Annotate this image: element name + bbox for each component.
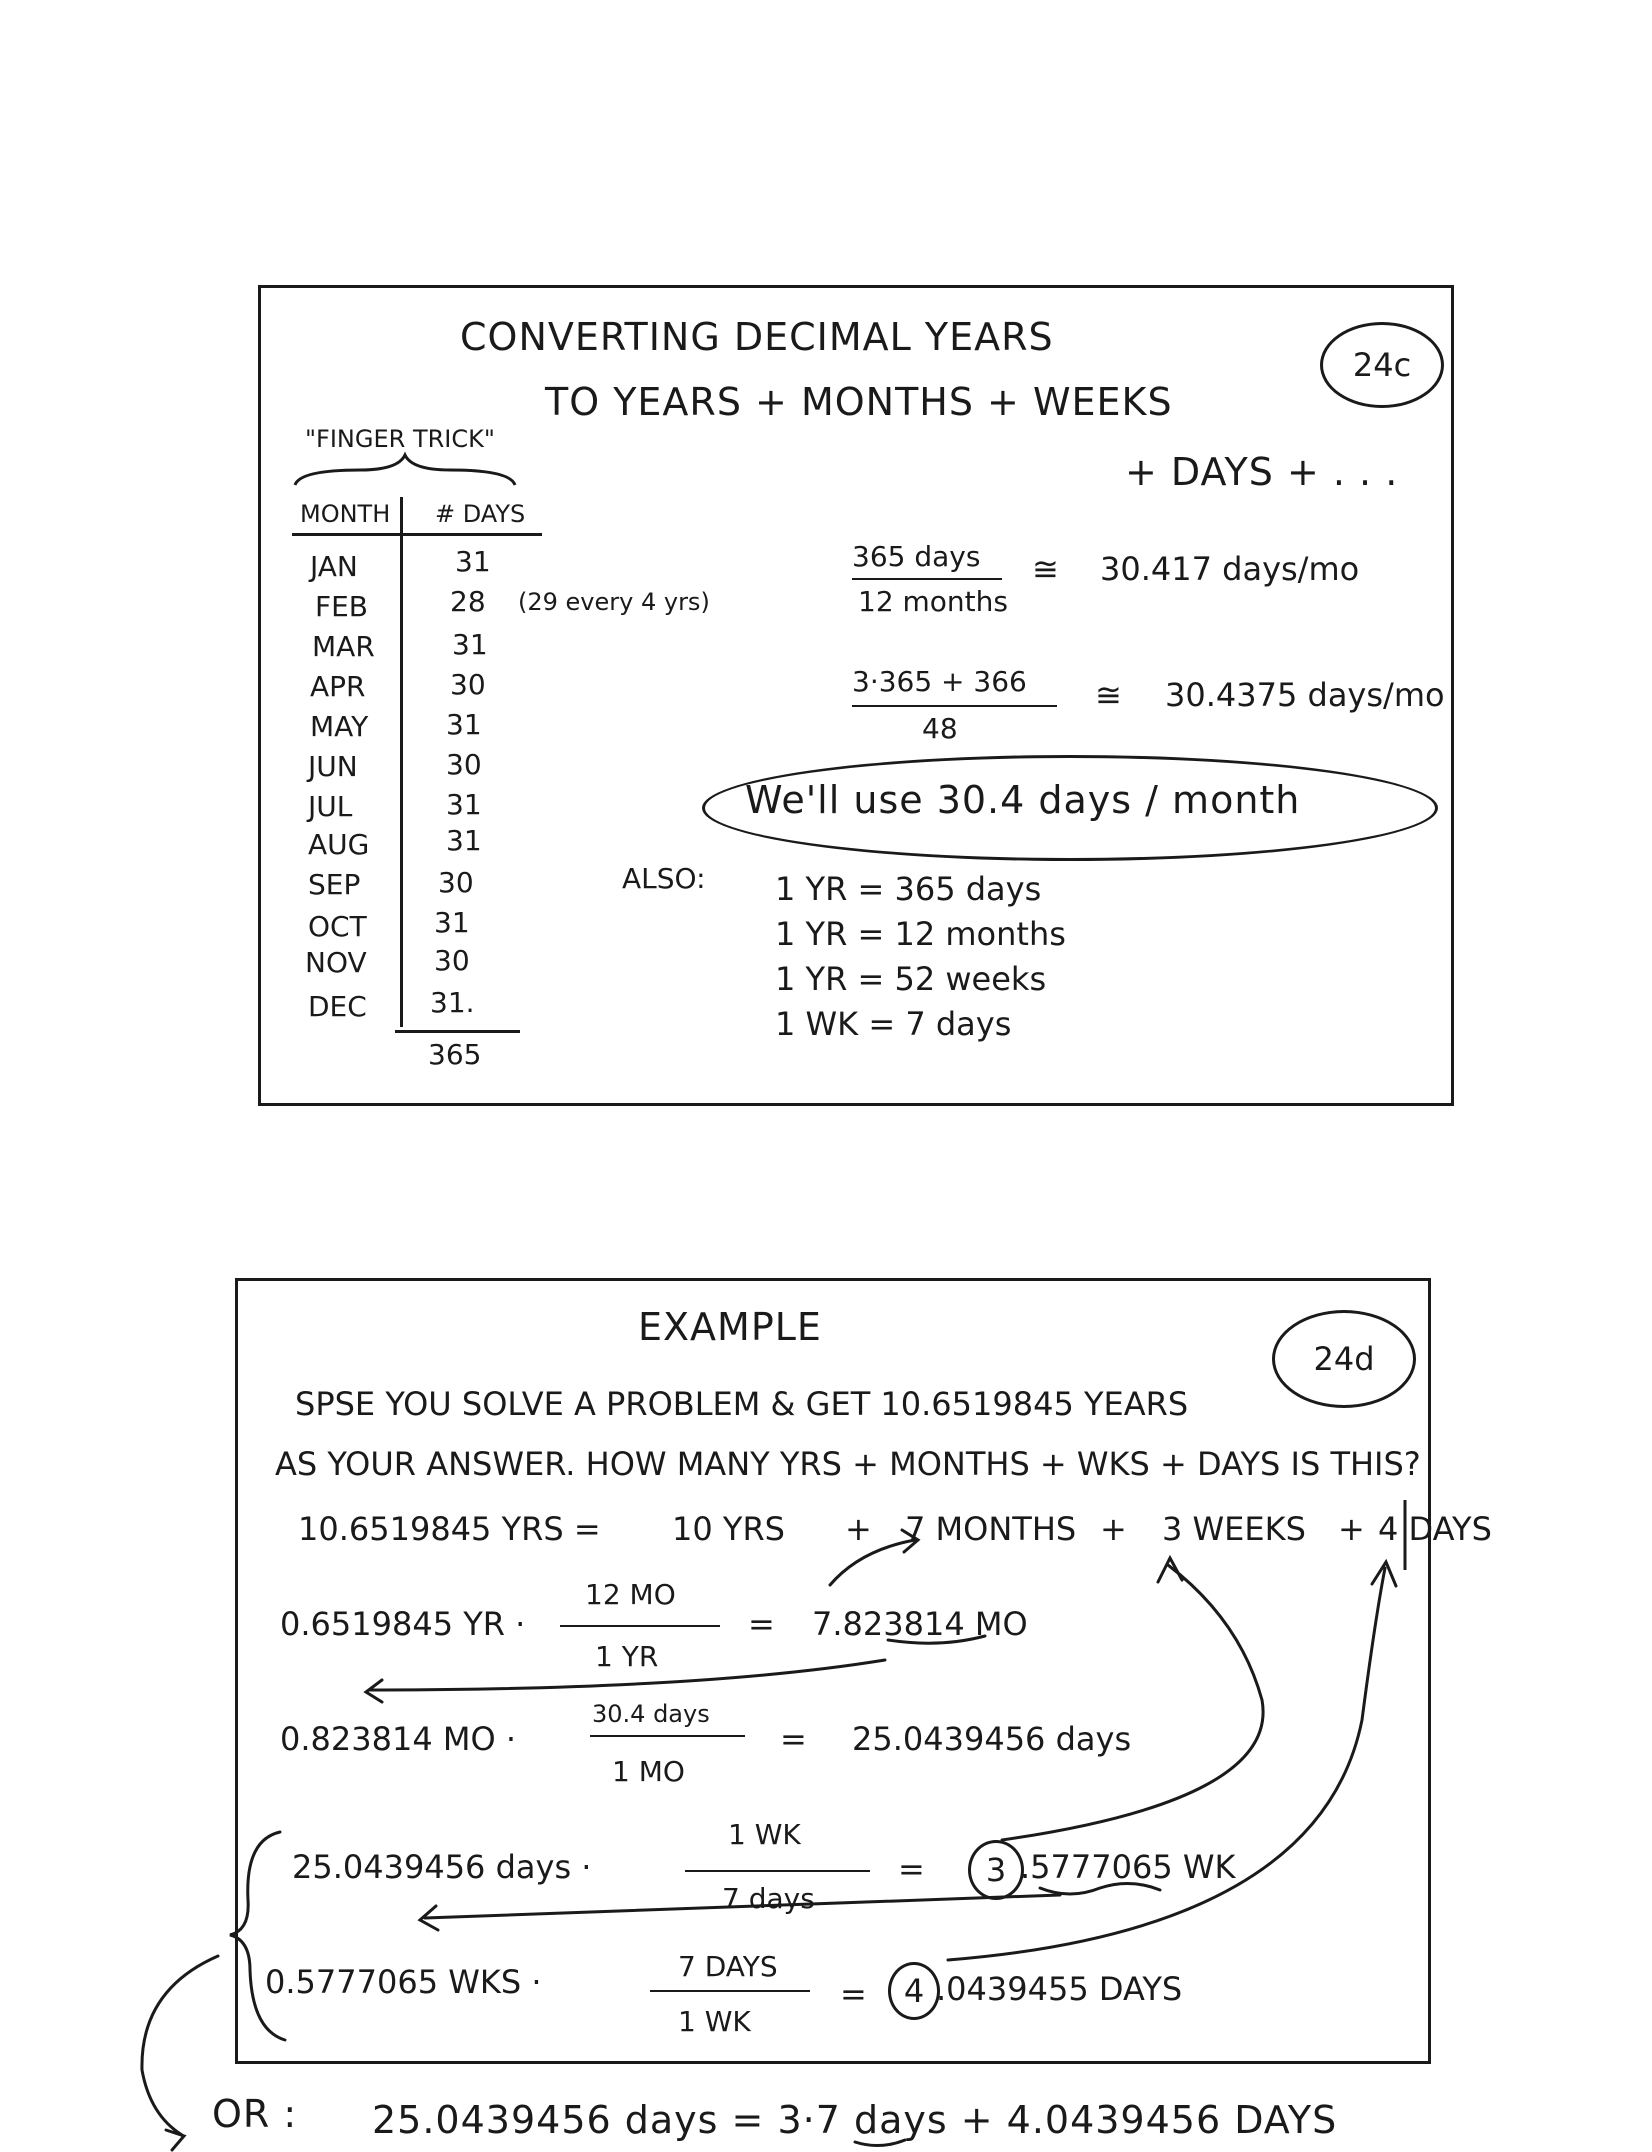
table-row-days: 31 <box>452 628 488 661</box>
table-row-month: AUG <box>308 828 370 861</box>
finger-trick-label: "FINGER TRICK" <box>305 425 495 453</box>
step4-result-circled: 4 <box>888 1962 940 2020</box>
calc2-result: 30.4375 days/mo <box>1165 676 1445 714</box>
step2-lhs: 0.823814 MO · <box>280 1720 516 1758</box>
table-row-days: 30 <box>434 944 470 977</box>
or-label: OR : <box>212 2092 298 2136</box>
step4-lhs: 0.5777065 WKS · <box>265 1963 542 2001</box>
table-row-month: SEP <box>308 868 361 901</box>
table-row-days: 31 <box>455 545 491 578</box>
calc2-numerator: 3·365 + 366 <box>852 665 1027 698</box>
step1-denominator: 1 YR <box>595 1640 659 1673</box>
table-row-days: 28 <box>450 585 486 618</box>
also-line: 1 WK = 7 days <box>775 1005 1012 1043</box>
decomp-plus: + <box>845 1510 872 1548</box>
table-row-month: APR <box>310 670 366 703</box>
problem-line1: SPSE YOU SOLVE A PROBLEM & GET 10.6519845 YEARS <box>295 1385 1189 1423</box>
step1-numerator: 12 MO <box>585 1578 676 1611</box>
table-row-days: 31 <box>446 788 482 821</box>
table-row-month: JAN <box>310 550 358 583</box>
decomp-plus: + <box>1338 1510 1365 1548</box>
table-row-days: 30 <box>450 668 486 701</box>
step3-result-circled: 3 <box>968 1840 1024 1900</box>
card-d-badge: 24d <box>1272 1310 1416 1408</box>
card-c-badge: 24c <box>1320 322 1444 408</box>
decomp-lhs: 10.6519845 YRS = <box>298 1510 601 1548</box>
also-line: 1 YR = 12 months <box>775 915 1066 953</box>
table-row-month: MAY <box>310 710 369 743</box>
table-row-days: 30 <box>438 866 474 899</box>
decomp-days: 4 DAYS <box>1378 1510 1492 1548</box>
table-row-days: 31 <box>446 824 482 857</box>
or-line: 25.0439456 days = 3·7 days + 4.0439456 DAYS <box>372 2098 1338 2142</box>
step3-lhs: 25.0439456 days · <box>292 1848 592 1886</box>
step3-numerator: 1 WK <box>728 1818 801 1851</box>
problem-line2: AS YOUR ANSWER. HOW MANY YRS + MONTHS + WKS + DAYS IS THIS? <box>275 1445 1421 1483</box>
step2-equals: = <box>780 1720 807 1758</box>
decomp-plus: + <box>1100 1510 1127 1548</box>
step4-numerator: 7 DAYS <box>678 1950 778 1983</box>
step2-result: 25.0439456 days <box>852 1720 1132 1758</box>
step3-equals: = <box>898 1850 925 1888</box>
calc2-approx: ≅ <box>1095 676 1122 714</box>
card-d-title: EXAMPLE <box>638 1305 822 1349</box>
table-row-month: NOV <box>305 946 367 979</box>
step1-lhs: 0.6519845 YR · <box>280 1605 526 1643</box>
table-row-month: FEB <box>315 590 369 623</box>
decomp-weeks: 3 WEEKS <box>1162 1510 1306 1548</box>
table-row-days: 31 <box>446 708 482 741</box>
table-row-days: 31 <box>434 906 470 939</box>
step4-equals: = <box>840 1975 867 2013</box>
decomp-years: 10 YRS <box>672 1510 785 1548</box>
feb-leap-note: (29 every 4 yrs) <box>518 588 710 616</box>
card-c-title-line3: + DAYS + . . . <box>1125 450 1399 494</box>
also-line: 1 YR = 365 days <box>775 870 1042 908</box>
table-row-days: 30 <box>446 748 482 781</box>
use-note: We'll use 30.4 days / month <box>745 778 1301 822</box>
table-header-days: # DAYS <box>435 500 526 528</box>
table-header-month: MONTH <box>300 500 391 528</box>
step3-denominator: 7 days <box>722 1882 815 1915</box>
calc2-denominator: 48 <box>922 712 958 745</box>
table-row-month: JUN <box>308 750 358 783</box>
calc1-numerator: 365 days <box>852 540 981 573</box>
step2-numerator: 30.4 days <box>592 1700 710 1728</box>
table-total: 365 <box>428 1038 482 1071</box>
table-row-days: 31. <box>430 986 475 1019</box>
step3-result-rest: .5777065 WK <box>1020 1848 1236 1886</box>
table-row-month: OCT <box>308 910 367 943</box>
card-c-title-line2: TO YEARS + MONTHS + WEEKS <box>545 380 1173 424</box>
calc1-approx: ≅ <box>1032 550 1059 588</box>
calc1-result: 30.417 days/mo <box>1100 550 1360 588</box>
step4-denominator: 1 WK <box>678 2005 751 2038</box>
step1-equals: = <box>748 1605 775 1643</box>
also-label: ALSO: <box>622 862 706 895</box>
also-line: 1 YR = 52 weeks <box>775 960 1047 998</box>
calc1-denominator: 12 months <box>858 585 1008 618</box>
step2-denominator: 1 MO <box>612 1755 685 1788</box>
step4-result-rest: .0439455 DAYS <box>936 1970 1183 2008</box>
table-row-month: JUL <box>308 790 353 823</box>
table-row-month: DEC <box>308 990 367 1023</box>
card-c-title-line1: CONVERTING DECIMAL YEARS <box>460 315 1054 359</box>
table-row-month: MAR <box>312 630 375 663</box>
decomp-months: 7 MONTHS <box>905 1510 1077 1548</box>
step1-result: 7.823814 MO <box>812 1605 1028 1643</box>
